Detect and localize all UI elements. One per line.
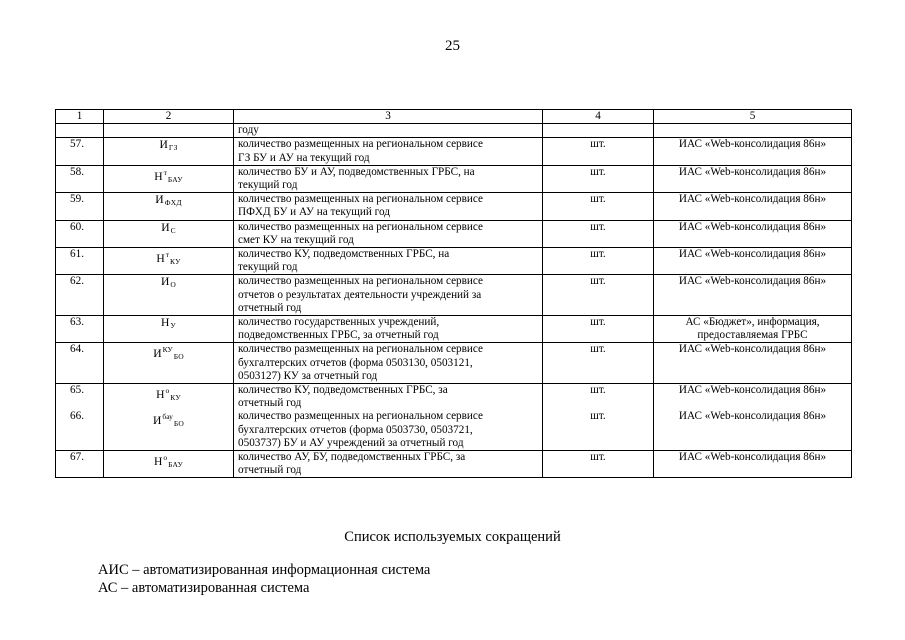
- description-line: текущий год: [238, 179, 298, 192]
- abbreviation-item: АС – автоматизированная система: [98, 580, 310, 596]
- indicator-description: [234, 193, 543, 220]
- source-line: ИАС «Web-консолидация 86н»: [678, 275, 827, 288]
- table-row: [56, 384, 852, 411]
- row-number: 61.: [56, 248, 104, 275]
- description-line: отчетный год: [238, 464, 302, 477]
- data-source: [654, 410, 852, 450]
- symbol-main: И: [155, 193, 164, 207]
- data-source: [654, 316, 852, 343]
- description-line: отчетов о результатах деятельности учреждений за: [238, 288, 482, 301]
- row-number: 57.: [56, 138, 104, 165]
- indicator-description: [234, 410, 543, 450]
- unit-of-measure: шт.: [543, 451, 654, 478]
- description-line: количество размещенных на региональном сервисе: [238, 343, 483, 356]
- indicator-description: [234, 248, 543, 275]
- symbol-subscript: БО: [173, 352, 184, 362]
- table-row: [56, 165, 852, 192]
- unit-of-measure: шт.: [543, 220, 654, 247]
- row-number: 63.: [56, 316, 104, 343]
- symbol-subscript: КУ: [170, 257, 181, 267]
- indicator-symbol: [104, 410, 234, 450]
- symbol-main: Н: [156, 252, 165, 266]
- row-number: 59.: [56, 193, 104, 220]
- source-line: ИАС «Web-консолидация 86н»: [678, 138, 827, 151]
- symbol-main: Н: [154, 455, 163, 469]
- data-source: [654, 220, 852, 247]
- description-line: количество КУ, подведомственных ГРБС, за: [238, 384, 448, 397]
- unit-of-measure: шт.: [543, 275, 654, 316]
- header-cell: 5: [654, 110, 852, 124]
- description-line: ПФХД БУ и АУ на текущий год: [238, 206, 390, 219]
- symbol-subscript: У: [170, 321, 176, 331]
- data-source: [654, 343, 852, 384]
- source-line: ИАС «Web-консолидация 86н»: [678, 384, 827, 397]
- table-row: [56, 343, 852, 384]
- table-row: [56, 316, 852, 343]
- indicator-symbol: [104, 451, 234, 478]
- symbol-main: Н: [161, 316, 170, 330]
- symbol-subscript: ГЗ: [168, 143, 178, 153]
- table-header-row: [56, 110, 852, 124]
- table-row: [56, 410, 852, 450]
- description-line: количество размещенных на региональном сервисе: [238, 410, 483, 423]
- description-line: количество БУ и АУ, подведомственных ГРБС, на: [238, 165, 475, 178]
- source-line: ИАС «Web-консолидация 86н»: [678, 248, 827, 261]
- source-line: ИАС «Web-консолидация 86н»: [678, 451, 827, 464]
- unit-of-measure: шт.: [543, 384, 654, 411]
- symbol-main: И: [161, 275, 170, 289]
- indicator-description: [234, 343, 543, 384]
- symbol-main: И: [161, 220, 170, 234]
- row-number: 58.: [56, 165, 104, 192]
- indicator-description: [234, 165, 543, 192]
- symbol-subscript: КУ: [170, 393, 181, 403]
- indicator-symbol: [104, 165, 234, 192]
- source-line: ИАС «Web-консолидация 86н»: [678, 165, 827, 178]
- indicators-table: [55, 109, 852, 478]
- indicator-description: [234, 275, 543, 316]
- indicator-symbol: [104, 248, 234, 275]
- table-row: [56, 451, 852, 478]
- description-line: отчетный год: [238, 301, 302, 314]
- symbol-main: Н: [156, 388, 165, 402]
- data-source: [654, 451, 852, 478]
- description-line: количество АУ, БУ, подведомственных ГРБС, за: [238, 451, 466, 464]
- description-line: бухгалтерских отчетов (форма 0503130, 0503121,: [238, 356, 473, 369]
- unit-of-measure: шт.: [543, 138, 654, 165]
- indicator-symbol: [104, 316, 234, 343]
- description-line: количество размещенных на региональном сервисе: [238, 220, 483, 233]
- source-line: ИАС «Web-консолидация 86н»: [678, 220, 827, 233]
- source-line: ИАС «Web-консолидация 86н»: [678, 193, 827, 206]
- unit-of-measure: шт.: [543, 248, 654, 275]
- row-number: 62.: [56, 275, 104, 316]
- source-line: предоставляемая ГРБС: [697, 329, 808, 342]
- row-number: 64.: [56, 343, 104, 384]
- source-line: ИАС «Web-консолидация 86н»: [678, 410, 827, 423]
- description-line: 0503127) КУ за отчетный год: [238, 369, 378, 382]
- indicator-symbol: [104, 275, 234, 316]
- symbol-subscript: БАУ: [168, 460, 183, 470]
- data-source: [654, 275, 852, 316]
- source-line: ИАС «Web-консолидация 86н»: [678, 343, 827, 356]
- unit-of-measure: шт.: [543, 316, 654, 343]
- description-line: ГЗ БУ и АУ на текущий год: [238, 151, 370, 164]
- table-row: [56, 220, 852, 247]
- header-cell: 2: [104, 110, 234, 124]
- abbreviation-item: АИС – автоматизированная информационная система: [98, 562, 431, 578]
- data-source: [654, 138, 852, 165]
- symbol-superscript: т: [165, 250, 170, 260]
- description-line: отчетный год: [238, 397, 302, 410]
- indicator-symbol: [104, 193, 234, 220]
- row-number: 67.: [56, 451, 104, 478]
- symbol-main: И: [153, 414, 162, 428]
- row-number: 65.: [56, 384, 104, 411]
- indicator-symbol: [104, 138, 234, 165]
- description-line: количество размещенных на региональном сервисе: [238, 193, 483, 206]
- continuation-row: [56, 124, 852, 138]
- indicator-description: [234, 451, 543, 478]
- description-line: 0503737) БУ и АУ учреждений за отчетный год: [238, 436, 464, 449]
- table-row: [56, 275, 852, 316]
- indicator-symbol: [104, 384, 234, 411]
- page-number: 25: [445, 38, 460, 54]
- unit-of-measure: шт.: [543, 343, 654, 384]
- abbreviations-title: Список используемых сокращений: [344, 529, 561, 545]
- table-row: [56, 193, 852, 220]
- unit-of-measure: шт.: [543, 410, 654, 450]
- table-row: [56, 248, 852, 275]
- header-cell: 4: [543, 110, 654, 124]
- symbol-main: Н: [154, 169, 163, 183]
- unit-of-measure: шт.: [543, 193, 654, 220]
- row-number: 60.: [56, 220, 104, 247]
- symbol-subscript: БО: [173, 419, 184, 429]
- description-line: бухгалтерских отчетов (форма 0503730, 0503721,: [238, 423, 473, 436]
- indicator-description: [234, 138, 543, 165]
- indicator-description: [234, 316, 543, 343]
- data-source: [654, 193, 852, 220]
- data-source: [654, 248, 852, 275]
- description-line: количество размещенных на региональном сервисе: [238, 138, 483, 151]
- symbol-superscript: о: [165, 386, 170, 396]
- description-line: смет КУ на текущий год: [238, 233, 354, 246]
- description-line: текущий год: [238, 261, 298, 274]
- indicator-symbol: [104, 220, 234, 247]
- symbol-superscript: о: [163, 453, 168, 463]
- header-cell: 3: [234, 110, 543, 124]
- data-source: [654, 165, 852, 192]
- table-row: [56, 138, 852, 165]
- source-line: АС «Бюджет», информация,: [685, 316, 820, 329]
- description-line: количество КУ, подведомственных ГРБС, на: [238, 248, 450, 261]
- symbol-superscript: бау: [162, 412, 173, 422]
- description-line: количество государственных учреждений,: [238, 316, 440, 329]
- indicator-symbol: [104, 343, 234, 384]
- header-cell: 1: [56, 110, 104, 124]
- row-number: 66.: [56, 410, 104, 450]
- description-line: количество размещенных на региональном сервисе: [238, 275, 483, 288]
- indicator-description: [234, 384, 543, 411]
- symbol-subscript: С: [170, 225, 176, 235]
- symbol-main: И: [153, 347, 162, 361]
- symbol-superscript: КУ: [162, 345, 173, 355]
- indicator-description: [234, 220, 543, 247]
- description-line: подведомственных ГРБС, за отчетный год: [238, 329, 439, 342]
- unit-of-measure: шт.: [543, 165, 654, 192]
- symbol-subscript: О: [170, 280, 176, 290]
- symbol-subscript: ФХД: [164, 198, 182, 208]
- symbol-main: И: [159, 138, 168, 152]
- continuation-text: году: [234, 124, 543, 138]
- symbol-superscript: т: [163, 167, 167, 177]
- data-source: [654, 384, 852, 411]
- symbol-subscript: БАУ: [167, 174, 183, 184]
